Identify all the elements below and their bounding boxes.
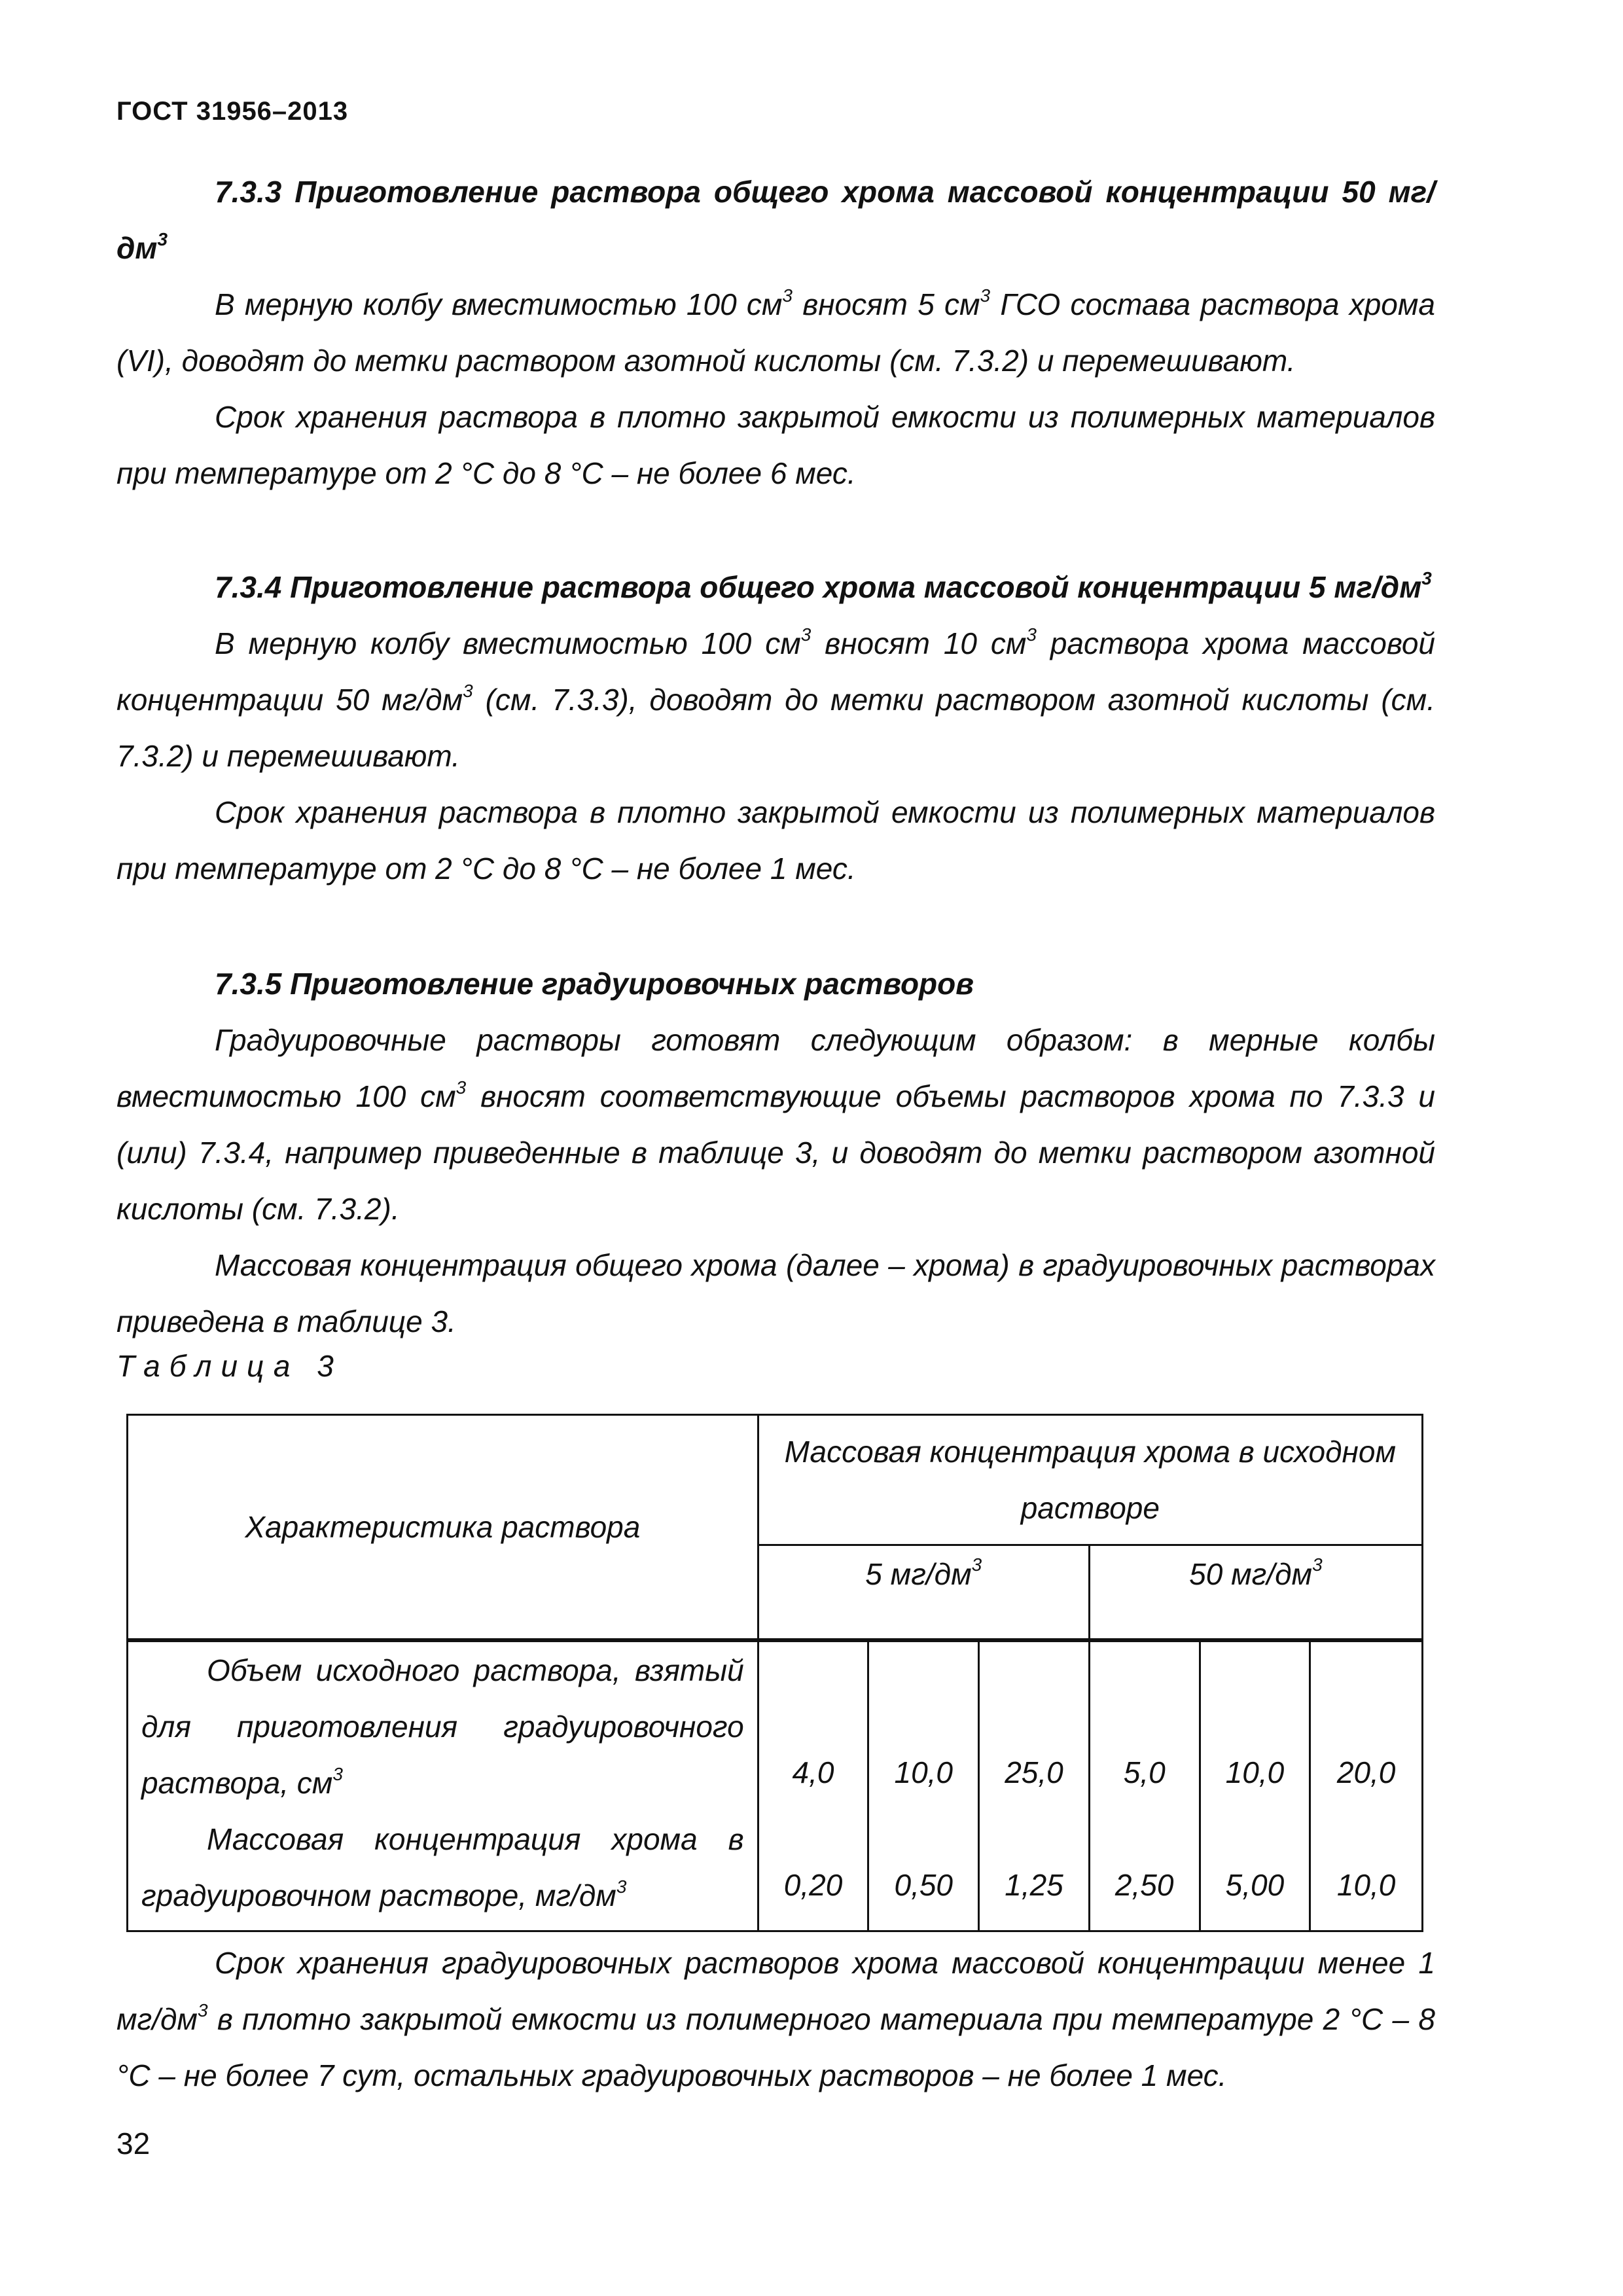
section-7-3-5: [116, 956, 1435, 1350]
section-title-7-3-3: 7.3.3 Приготовление раствора общего хрома массовой концентрации 50 $мг/дм^3$: [116, 175, 1435, 265]
row-label-volume: Объем исходного раствора, взятый для приготовления градуировочного раствора, $см^3$: [141, 1653, 744, 1800]
paragraph: В мерную колбу вместимостью 100 $см^3$ вносят 10 $см^3$ раствора хрома массовой концентрации 50 $мг/дм^3$ (см. 7.3.3), доводят до метки раствором азотной кислоты (см. 7.3.2) и перемешивают.: [116, 624, 1435, 773]
table-caption: Таблица 3: [116, 1349, 343, 1383]
table-cell: 20,0 10,0: [1310, 1640, 1423, 1931]
table-3: [126, 1414, 1423, 1932]
group-header: Массовая концентрация хрома в исходном растворе: [758, 1415, 1422, 1545]
column-header: Характеристика раствора: [128, 1415, 758, 1641]
section-7-3-4: [116, 559, 1435, 897]
table-cell: 4,0 0,20: [758, 1640, 868, 1931]
document-header: ГОСТ 31956–2013: [116, 97, 349, 126]
closing-paragraph-block: [116, 1935, 1435, 2104]
row-labels: [128, 1640, 758, 1931]
paragraph: Градуировочные растворы готовят следующим образом: в мерные колбы вместимостью 100 $см^3$ вносят соответствующие объемы растворов хрома по 7.3.3 и (или) 7.3.4, например приведенные в таблице 3, и доводят до метки раствором азотной кислоты (см. 7.3.2).: [116, 1023, 1435, 1226]
table-cell: 10,0 5,00: [1200, 1640, 1310, 1931]
paragraph: Срок хранения раствора в плотно закрытой емкости из полимерных материалов при температуре от 2 °С до 8 °С – не более 6 мес.: [116, 400, 1435, 490]
paragraph: Срок хранения градуировочных растворов хрома массовой концентрации менее 1 $мг/дм^3$ в плотно закрытой емкости из полимерного материала при температуре 2 °С – 8 °С – не более 7 сут, остальных градуировочных растворов – не более 1 мес.: [116, 1946, 1435, 2092]
table-cell: 25,0 1,25: [979, 1640, 1090, 1931]
table-cell: 10,0 0,50: [868, 1640, 979, 1931]
paragraph: Срок хранения раствора в плотно закрытой емкости из полимерных материалов при температуре от 2 °С до 8 °С – не более 1 мес.: [116, 795, 1435, 886]
section-title-7-3-5: 7.3.5 Приготовление градуировочных растворов: [215, 967, 974, 1001]
section-title-7-3-4: 7.3.4 Приготовление раствора общего хрома массовой концентрации 5 $мг/дм^3$: [215, 567, 1432, 604]
section-7-3-3: [116, 164, 1435, 501]
table-cell: 5,0 2,50: [1089, 1640, 1200, 1931]
subheader-50: 50 $мг/дм^3$: [1089, 1545, 1422, 1640]
page-number: 32: [116, 2126, 151, 2161]
paragraph: В мерную колбу вместимостью 100 $см^3$ вносят 5 $см^3$ ГСО состава раствора хрома (VI), доводят до метки раствором азотной кислоты (см. 7.3.2) и перемешивают.: [116, 285, 1435, 378]
row-label-concentration: Массовая концентрация хрома в градуировочном растворе, $мг/дм^3$: [141, 1822, 744, 1912]
subheader-5: 5 $мг/дм^3$: [758, 1545, 1089, 1640]
paragraph: Массовая концентрация общего хрома (далее – хрома) в градуировочных растворах приведена в таблице 3.: [116, 1248, 1435, 1338]
